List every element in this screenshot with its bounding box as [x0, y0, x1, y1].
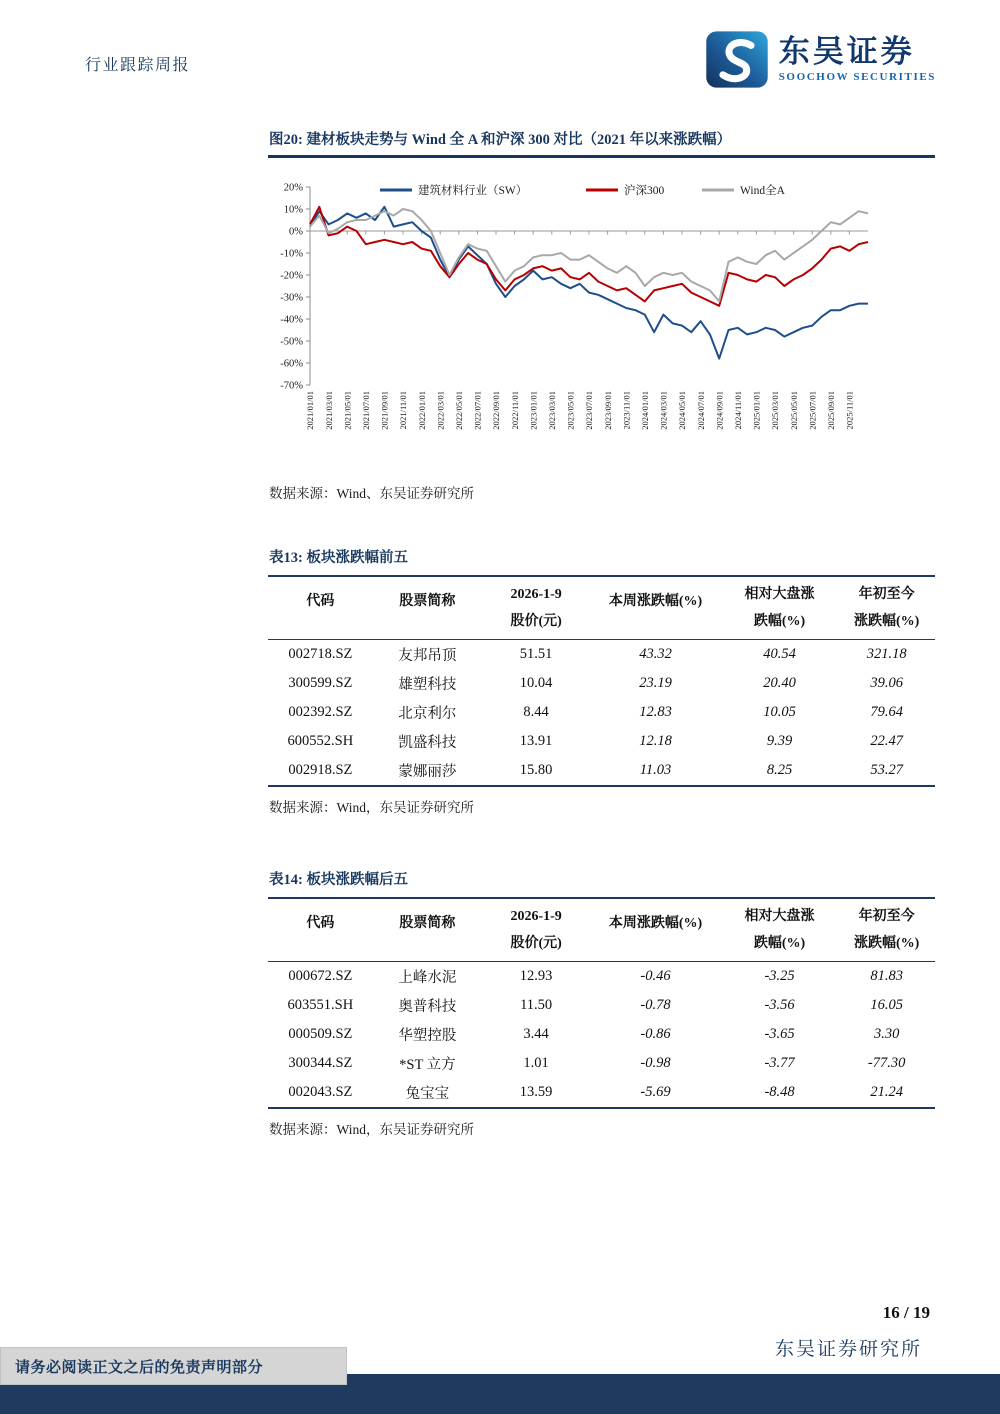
cell: 12.93: [519, 968, 553, 984]
cell: 8.44: [523, 704, 549, 720]
x-tick-label: 2021/11/01: [398, 391, 409, 430]
y-tick-label: -10%: [280, 248, 303, 260]
x-tick-label: 2023/01/01: [528, 391, 539, 430]
x-tick-label: 2021/05/01: [342, 391, 353, 430]
cell: 雄塑科技: [398, 677, 457, 693]
cell: 43.32: [639, 646, 672, 662]
cell: 9.39: [766, 733, 793, 749]
x-tick-label: 2022/11/01: [509, 391, 520, 430]
x-tick-label: 2022/05/01: [454, 391, 464, 430]
page-number: 16 / 19: [882, 1303, 930, 1322]
cell: 21.24: [870, 1084, 903, 1100]
cell: 002918.SZ: [288, 762, 353, 778]
x-tick-label: 2023/11/01: [621, 391, 632, 430]
y-tick-label: 20%: [283, 182, 303, 194]
table-row: [268, 1049, 935, 1078]
cell: 22.47: [870, 733, 903, 749]
cell: -3.65: [764, 1026, 795, 1042]
table13-source: 数据来源：Wind，东吴证券研究所: [269, 800, 474, 815]
y-tick-label: 10%: [283, 204, 303, 216]
cell: -8.48: [764, 1084, 795, 1100]
legend-label-0: 建筑材料行业（SW）: [418, 185, 528, 197]
figure-title: 图20: 建材板块走势与 Wind 全 A 和沪深 300 对比（2021 年以来涨跌幅）: [269, 132, 732, 148]
cell: 81.83: [870, 968, 903, 984]
cell: 39.06: [870, 675, 903, 691]
table-row: [268, 1078, 935, 1108]
x-tick-label: 2025/09/01: [826, 391, 836, 430]
cell: 兔宝宝: [405, 1086, 450, 1102]
x-tick-label: 2024/11/01: [733, 391, 743, 430]
x-tick-label: 2022/09/01: [491, 391, 502, 430]
institute-name: 东吴证券研究所: [774, 1339, 922, 1360]
logo-cn-text: 东吴证券: [778, 34, 915, 69]
y-tick-label: 0%: [289, 226, 303, 238]
table-row: [268, 1020, 935, 1049]
cell: 12.18: [639, 733, 672, 749]
cell: 321.18: [866, 646, 907, 662]
cell: 蒙娜丽莎: [398, 764, 457, 780]
legend-label-2: Wind全A: [740, 185, 785, 197]
cell: 300599.SZ: [288, 675, 353, 691]
cell: 000672.SZ: [288, 968, 353, 984]
x-tick-label: 2022/01/01: [416, 391, 427, 430]
col-header-week-change: 本周涨跌幅(%): [608, 915, 703, 931]
cell: 1.01: [523, 1055, 549, 1071]
cell: 16.05: [870, 997, 903, 1013]
table-row: [268, 727, 935, 756]
x-tick-label: 2021/09/01: [379, 391, 390, 430]
x-tick-label: 2025/03/01: [770, 391, 781, 430]
table14-title: 表14: 板块涨跌幅后五: [269, 872, 408, 888]
cell: 华塑控股: [398, 1028, 457, 1044]
cell: -0.46: [640, 968, 671, 984]
col-header-code: 代码: [306, 593, 335, 609]
col-header-price: 2026-1-9 股价(元): [510, 908, 562, 951]
x-tick-label: 2023/07/01: [584, 391, 595, 430]
col-header-code: 代码: [306, 915, 335, 931]
table13: [268, 575, 935, 787]
cell: -0.78: [640, 997, 671, 1013]
col-header-relative-change: 相对大盘涨 跌幅(%): [744, 908, 815, 951]
table13-body: [268, 640, 935, 787]
table-row: [268, 640, 935, 670]
table-row: [268, 756, 935, 786]
x-tick-label: 2021/01/01: [305, 391, 316, 430]
y-tick-label: -20%: [280, 270, 303, 282]
x-tick-label: 2024/05/01: [677, 391, 688, 430]
series-line-2: [310, 209, 868, 301]
table13-header: [268, 576, 935, 640]
figure-title-rule: [268, 155, 935, 158]
report-type-label: 行业跟踪周报: [85, 57, 191, 74]
cell: 上峰水泥: [398, 970, 457, 986]
x-tick-label: 2021/03/01: [323, 391, 334, 430]
x-tick-label: 2024/01/01: [640, 391, 650, 430]
x-tick-label: 2023/05/01: [565, 391, 576, 430]
cell: 51.51: [519, 646, 553, 662]
soochow-logo-icon: [705, 30, 769, 89]
logo-en-text: SOOCHOW SECURITIES: [778, 71, 936, 83]
col-header-relative-change: 相对大盘涨 跌幅(%): [744, 586, 815, 629]
col-header-name: 股票简称: [399, 593, 456, 609]
table-row: [268, 991, 935, 1020]
col-header-price: 2026-1-9 股价(元): [510, 586, 562, 629]
cell: 603551.SH: [287, 997, 354, 1013]
x-tick-label: 2025/05/01: [788, 391, 799, 430]
cell: -77.30: [867, 1055, 906, 1071]
x-tick-label: 2022/03/01: [435, 391, 446, 430]
cell: 凯盛科技: [398, 735, 457, 751]
x-tick-label: 2024/03/01: [658, 391, 669, 430]
table14-header: [268, 898, 935, 962]
cell: 友邦吊顶: [398, 648, 457, 664]
table14: [268, 897, 935, 1109]
cell: 600552.SH: [287, 733, 354, 749]
cell: -5.69: [640, 1084, 671, 1100]
table-row: [268, 669, 935, 698]
cell: 12.83: [639, 704, 672, 720]
y-tick-label: -30%: [280, 292, 303, 304]
x-tick-label: 2024/09/01: [714, 391, 725, 430]
cell: 20.40: [763, 675, 796, 691]
table14-body: [268, 962, 935, 1109]
cell: 北京利尔: [398, 706, 457, 722]
cell: -3.77: [764, 1055, 795, 1071]
cell: 23.19: [639, 675, 672, 691]
cell: 13.59: [519, 1084, 553, 1100]
figure-source: 数据来源：Wind、东吴证券研究所: [269, 486, 474, 501]
col-header-week-change: 本周涨跌幅(%): [608, 593, 703, 609]
x-tick-label: 2021/07/01: [361, 391, 371, 430]
x-tick-label: 2022/07/01: [472, 391, 483, 430]
disclaimer-text: 请务必阅读正文之后的免责声明部分: [15, 1359, 264, 1376]
cell: 002043.SZ: [288, 1084, 353, 1100]
cell: 79.64: [870, 704, 903, 720]
x-tick-label: 2025/11/01: [844, 391, 855, 430]
col-header-ytd-change: 年初至今 涨跌幅(%): [853, 908, 920, 951]
col-header-ytd-change: 年初至今 涨跌幅(%): [853, 586, 920, 629]
cell: 11.50: [520, 997, 553, 1013]
y-tick-label: -70%: [280, 380, 303, 392]
trend-chart: [268, 160, 935, 468]
cell: 300344.SZ: [288, 1055, 353, 1071]
cell: -3.25: [764, 968, 795, 984]
cell: *ST 立方: [399, 1057, 456, 1073]
table13-title: 表13: 板块涨跌幅前五: [269, 550, 408, 566]
y-tick-label: -60%: [280, 358, 303, 370]
x-tick-label: 2023/03/01: [547, 391, 557, 430]
x-tick-label: 2023/09/01: [602, 391, 613, 430]
x-tick-label: 2024/07/01: [695, 391, 706, 430]
cell: 10.05: [763, 704, 796, 720]
content-column: [268, 128, 935, 1138]
y-tick-label: -50%: [280, 336, 303, 348]
x-tick-label: 2025/01/01: [751, 391, 762, 430]
x-tick-label: 2025/07/01: [807, 391, 818, 430]
legend-label-1: 沪深300: [624, 185, 665, 197]
cell: 53.27: [870, 762, 903, 778]
cell: -3.56: [764, 997, 795, 1013]
cell: -0.86: [640, 1026, 671, 1042]
y-tick-label: -40%: [280, 314, 303, 326]
disclaimer-box: [0, 1347, 347, 1385]
cell: 3.44: [523, 1026, 549, 1042]
cell: 奥普科技: [398, 999, 457, 1015]
cell: 000509.SZ: [288, 1026, 353, 1042]
cell: 10.04: [519, 675, 553, 691]
cell: 15.80: [519, 762, 553, 778]
cell: 3.30: [873, 1026, 900, 1042]
table-row: [268, 962, 935, 992]
cell: 13.91: [519, 733, 553, 749]
series-line-0: [310, 207, 868, 359]
cell: 002718.SZ: [288, 646, 353, 662]
table14-source: 数据来源：Wind，东吴证券研究所: [269, 1122, 474, 1137]
soochow-logo: [705, 30, 936, 89]
col-header-name: 股票简称: [399, 915, 456, 931]
trend-chart-svg: [268, 160, 935, 468]
cell: 002392.SZ: [288, 704, 353, 720]
cell: 11.03: [639, 762, 672, 778]
cell: 8.25: [766, 762, 793, 778]
table-row: [268, 698, 935, 727]
cell: 40.54: [763, 646, 796, 662]
cell: -0.98: [640, 1055, 671, 1071]
